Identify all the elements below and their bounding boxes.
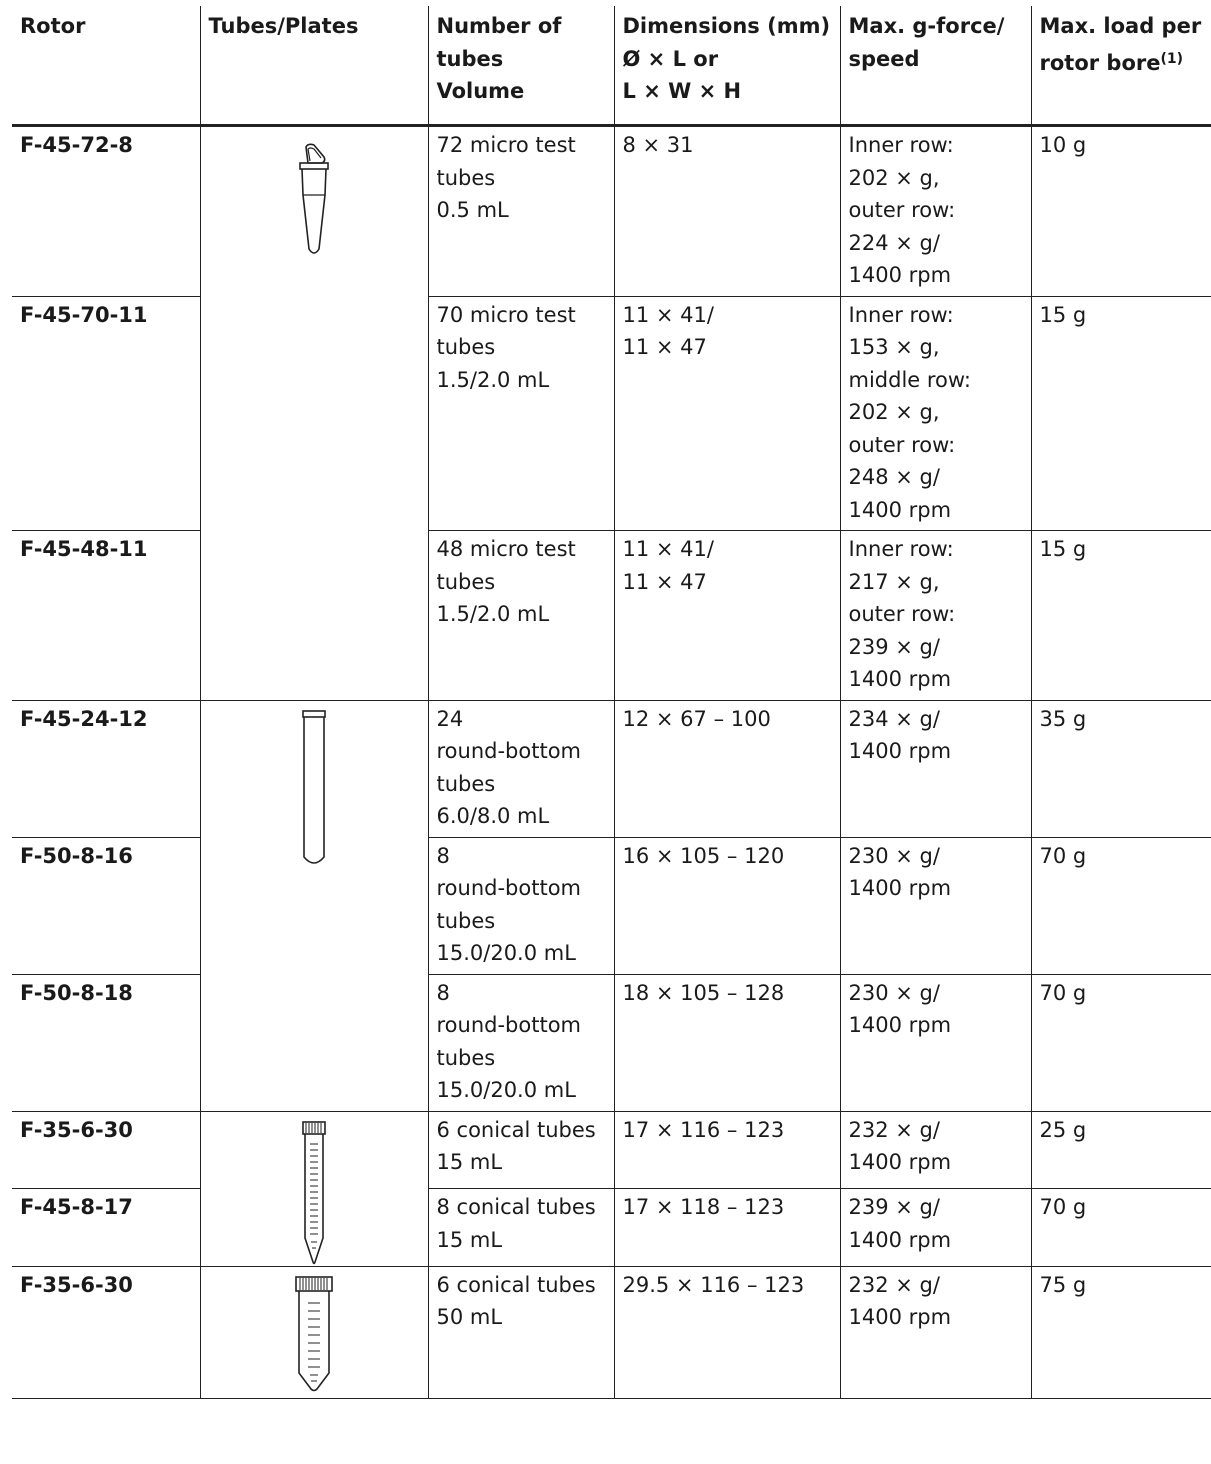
number-of-tubes: 6 conical tubes 15 mL [428, 1111, 614, 1189]
header-row [12, 6, 1211, 126]
header-tubes-plates: Tubes/Plates [200, 6, 428, 126]
header-max-load-label: Max. load per rotor bore [1039, 14, 1202, 75]
header-number-of-tubes: Number of tubes Volume [428, 6, 614, 126]
conical-tube-15ml-icon [300, 1120, 328, 1266]
dimensions: 8 × 31 [614, 126, 840, 297]
header-max-g-force: Max. g-force/ speed [840, 6, 1031, 126]
g-force: 230 × g/ 1400 rpm [840, 837, 1031, 974]
max-load: 15 g [1031, 296, 1211, 531]
dimensions: 16 × 105 – 120 [614, 837, 840, 974]
rotor-name: F-50-8-18 [12, 974, 200, 1111]
number-of-tubes: 8 round-bottom tubes 15.0/20.0 mL [428, 837, 614, 974]
table-row [12, 531, 1211, 701]
tube-image-cell [200, 1266, 428, 1398]
tube-image-cell [200, 1111, 428, 1266]
number-of-tubes: 24 round-bottom tubes 6.0/8.0 mL [428, 700, 614, 837]
rotor-name: F-45-72-8 [12, 126, 200, 297]
number-of-tubes: 72 micro test tubes 0.5 mL [428, 126, 614, 297]
dimensions: 17 × 118 – 123 [614, 1189, 840, 1267]
rotor-name: F-45-70-11 [12, 296, 200, 531]
table-row [12, 700, 1211, 837]
rotor-name: F-45-48-11 [12, 531, 200, 701]
dimensions: 29.5 × 116 – 123 [614, 1266, 840, 1398]
round-bottom-tube-icon [299, 709, 329, 869]
dimensions: 17 × 116 – 123 [614, 1111, 840, 1189]
max-load: 75 g [1031, 1266, 1211, 1398]
header-rotor: Rotor [12, 6, 200, 126]
table-row [12, 1111, 1211, 1189]
dimensions: 12 × 67 – 100 [614, 700, 840, 837]
number-of-tubes: 6 conical tubes 50 mL [428, 1266, 614, 1398]
max-load: 70 g [1031, 1189, 1211, 1267]
header-dimensions: Dimensions (mm) Ø × L or L × W × H [614, 6, 840, 126]
dimensions: 11 × 41/ 11 × 47 [614, 296, 840, 531]
rotor-name: F-45-24-12 [12, 700, 200, 837]
table-row [12, 126, 1211, 297]
table-header [12, 6, 1211, 126]
g-force: 232 × g/ 1400 rpm [840, 1266, 1031, 1398]
number-of-tubes: 70 micro test tubes 1.5/2.0 mL [428, 296, 614, 531]
table-row [12, 974, 1211, 1111]
tube-image-cell [200, 126, 428, 701]
max-load: 10 g [1031, 126, 1211, 297]
header-max-load [1031, 6, 1211, 126]
table-row [12, 1266, 1211, 1398]
max-load: 15 g [1031, 531, 1211, 701]
number-of-tubes: 8 round-bottom tubes 15.0/20.0 mL [428, 974, 614, 1111]
g-force: 239 × g/ 1400 rpm [840, 1189, 1031, 1267]
rotor-name: F-45-8-17 [12, 1189, 200, 1267]
max-load: 70 g [1031, 974, 1211, 1111]
g-force: 234 × g/ 1400 rpm [840, 700, 1031, 837]
g-force: 232 × g/ 1400 rpm [840, 1111, 1031, 1189]
rotor-name: F-35-6-30 [12, 1266, 200, 1398]
rotor-name: F-50-8-16 [12, 837, 200, 974]
max-load: 35 g [1031, 700, 1211, 837]
g-force: Inner row: 153 × g, middle row: 202 × g, outer row: 248 × g/ 1400 rpm [840, 296, 1031, 531]
rotor-name: F-35-6-30 [12, 1111, 200, 1189]
table-row [12, 1189, 1211, 1267]
footnote-marker: (1) [1160, 50, 1184, 67]
dimensions: 18 × 105 – 128 [614, 974, 840, 1111]
conical-tube-50ml-icon [292, 1275, 336, 1393]
g-force: Inner row: 217 × g, outer row: 239 × g/ 1400 rpm [840, 531, 1031, 701]
max-load: 25 g [1031, 1111, 1211, 1189]
g-force: Inner row: 202 × g, outer row: 224 × g/ 1400 rpm [840, 126, 1031, 297]
rotor-specification-table [12, 6, 1211, 1399]
table-body [12, 126, 1211, 1399]
table-row [12, 837, 1211, 974]
number-of-tubes: 48 micro test tubes 1.5/2.0 mL [428, 531, 614, 701]
table-row [12, 296, 1211, 531]
micro-test-tube-icon [294, 141, 334, 261]
number-of-tubes: 8 conical tubes 15 mL [428, 1189, 614, 1267]
dimensions: 11 × 41/ 11 × 47 [614, 531, 840, 701]
tube-image-cell [200, 700, 428, 1111]
max-load: 70 g [1031, 837, 1211, 974]
g-force: 230 × g/ 1400 rpm [840, 974, 1031, 1111]
